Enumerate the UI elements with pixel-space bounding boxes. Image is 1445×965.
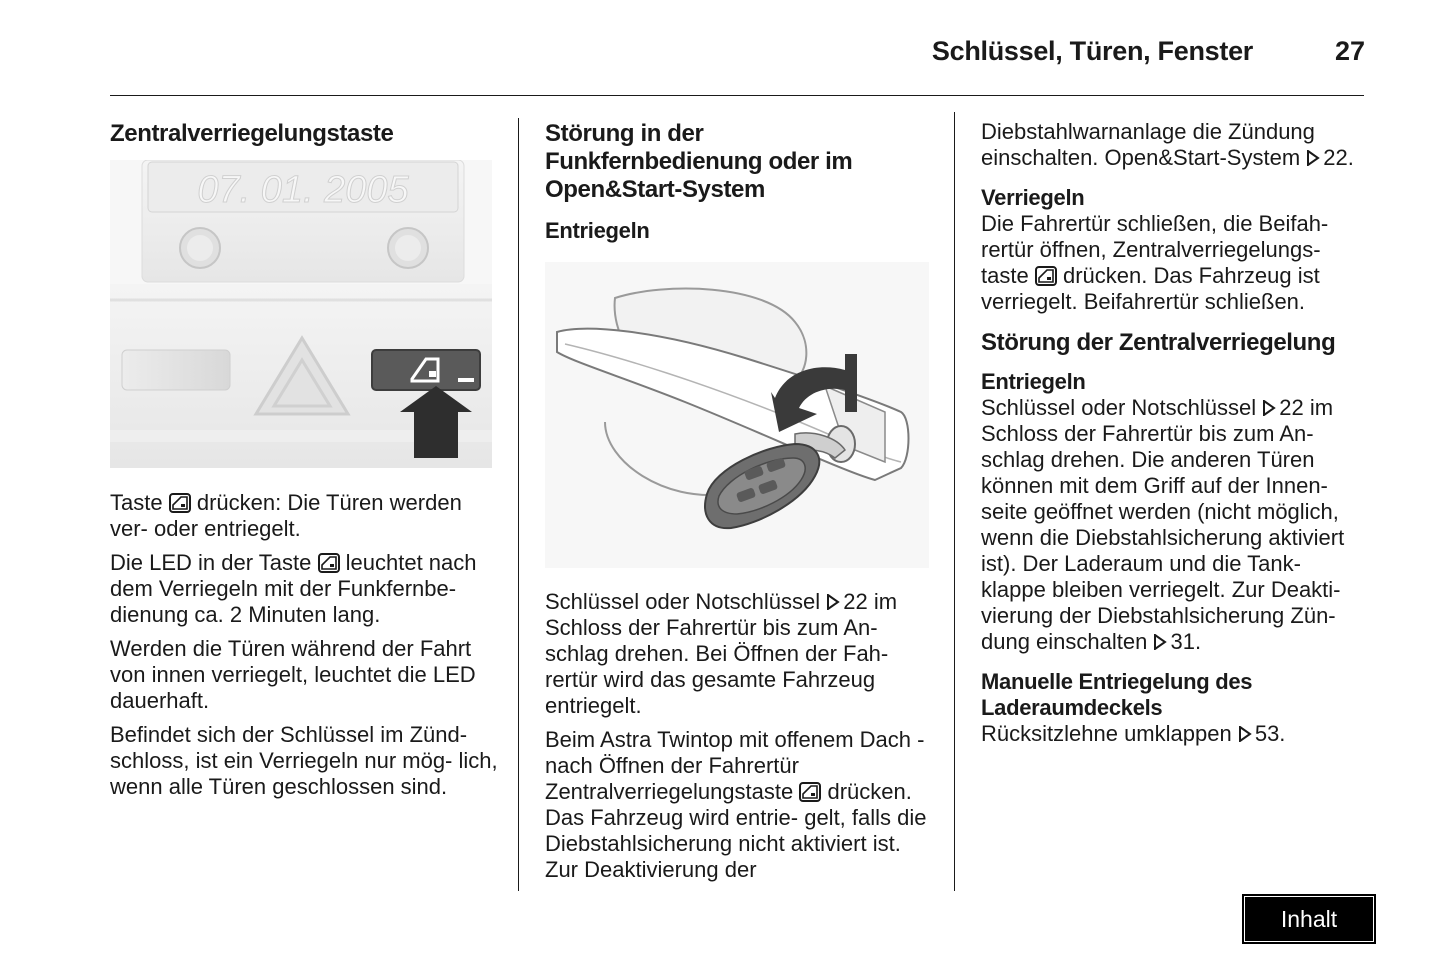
page-reference[interactable]: 22: [843, 589, 868, 614]
text-fragment: Beim Astra Twintop mit offenem Dach - nach Öffnen der Fahrertür Zentralverriegelungstaste: [545, 727, 925, 804]
led-indicator: [458, 378, 474, 382]
text-fragment: Die Fahrertür schließen, die Beifah- rertür öffnen, Zentralverriegelungs- taste: [981, 211, 1329, 288]
central-lock-icon: [318, 553, 340, 573]
column-divider-1: [518, 118, 519, 891]
paragraph-led: [110, 550, 502, 628]
page-reference[interactable]: 22: [1279, 395, 1304, 420]
central-locking-button-illustration: [110, 160, 492, 468]
page-number: 27: [1334, 36, 1365, 66]
column-2: [545, 120, 935, 244]
page-reference-icon: [826, 594, 840, 610]
paragraph-driving: Werden die Türen während der Fahrt von innen verriegelt, leuchtet die LED dauerhaft.: [110, 636, 476, 713]
text-fragment: drücken: Die Türen werden ver- oder entriegelt.: [110, 490, 462, 541]
text-fragment: Taste: [110, 490, 163, 515]
heading-line: Störung in der: [545, 120, 704, 147]
text-fragment: drücken. Das Fahrzeug ist verriegelt. Beifahrertür schließen.: [981, 263, 1320, 314]
door-handle-key-illustration: [545, 262, 929, 568]
central-lock-icon: [169, 493, 191, 513]
text-fragment: Die LED in der Taste: [110, 550, 312, 575]
clock-display-text: 07. 01. 2005: [197, 169, 409, 211]
subheading-lock: Verriegeln: [981, 185, 1085, 210]
section-heading-central-lock-malfunction: Störung der Zentralverriegelung: [981, 329, 1336, 356]
section-heading-central-locking-button: Zentralverriegelungstaste: [110, 120, 394, 147]
text-fragment: drücken. Das Fahrzeug wird entrie- gelt, falls die Diebstahlsicherung nicht aktiviert ist. Zur Deaktivierung der: [545, 779, 927, 882]
paragraph-lock: [981, 211, 1371, 315]
column-3: [981, 119, 1371, 755]
page-reference[interactable]: 53.: [1254, 721, 1286, 746]
subheading-unlock: Entriegeln: [545, 218, 650, 243]
column-divider-2: [954, 112, 955, 891]
text-fragment: leuchtet nach dem Verriegeln mit der Funkfernbe- dienung ca. 2 Minuten lang.: [110, 550, 477, 627]
paragraph-alarm-ignition: [981, 119, 1371, 171]
heading-line: Open&Start-System: [545, 176, 765, 203]
paragraph-taste: [110, 490, 502, 542]
central-lock-icon: [1035, 266, 1057, 286]
heading-line: Manuelle Entriegelung des: [981, 669, 1253, 694]
column-1-text: [110, 490, 502, 808]
page-reference[interactable]: 22.: [1323, 145, 1354, 170]
paragraph-seatback: [981, 721, 1371, 747]
paragraph-key-turn: [545, 589, 935, 719]
blank-switch: [122, 350, 230, 390]
text-fragment: Rücksitzlehne umklappen: [981, 721, 1232, 746]
page-reference-icon: [1238, 726, 1252, 742]
text-fragment: Schlüssel oder Notschlüssel: [545, 589, 821, 614]
section-heading-remote-malfunction: [545, 120, 935, 204]
table-of-contents-button[interactable]: Inhalt: [1242, 894, 1376, 944]
page-reference[interactable]: 31.: [1170, 629, 1202, 654]
page-reference-icon: [1153, 634, 1167, 650]
subheading-unlock-2: Entriegeln: [981, 369, 1086, 394]
subheading-manual-trunk-unlock: [981, 669, 1371, 721]
heading-line: Laderaumdeckels: [981, 695, 1163, 720]
central-locking-switch: [372, 350, 480, 390]
page-reference-icon: [1262, 400, 1276, 416]
central-lock-icon: [799, 782, 821, 802]
page-reference-icon: [1306, 150, 1320, 166]
page-header-title: Schlüssel, Türen, Fenster: [931, 36, 1253, 66]
text-fragment: im Schloss der Fahrertür bis zum An- schlag drehen. Bei Öffnen der Fah- rertür wird das gesamte Fahrzeug entriegelt.: [545, 589, 898, 718]
column-2-text: [545, 589, 935, 891]
header-divider: [110, 95, 1364, 96]
heading-line: Funkfernbedienung oder im: [545, 148, 853, 175]
paragraph-twintop: [545, 727, 935, 883]
text-fragment: Diebstahlwarnanlage die Zündung einschalten. Open&Start-System: [981, 119, 1315, 170]
paragraph-key-unlock: [981, 395, 1371, 655]
column-1: [110, 120, 500, 148]
text-fragment: Schlüssel oder Notschlüssel: [981, 395, 1257, 420]
text-fragment: im Schloss der Fahrertür bis zum An- schlag drehen. Die anderen Türen können mit dem Griff auf der Innen- seite geöffnet werden (nicht möglich, wenn die Diebstahlsicherung aktiviert ist). Der Laderaum und die Tank- klappe bleiben verriegelt. Zur Deakti- vierung der Diebstahlsicherung Zün- dung einschalten: [981, 395, 1345, 654]
paragraph-ignition: Befindet sich der Schlüssel im Zünd- schloss, ist ein Verriegeln nur mög- lich, wenn alle Türen geschlossen sind.: [110, 722, 498, 799]
